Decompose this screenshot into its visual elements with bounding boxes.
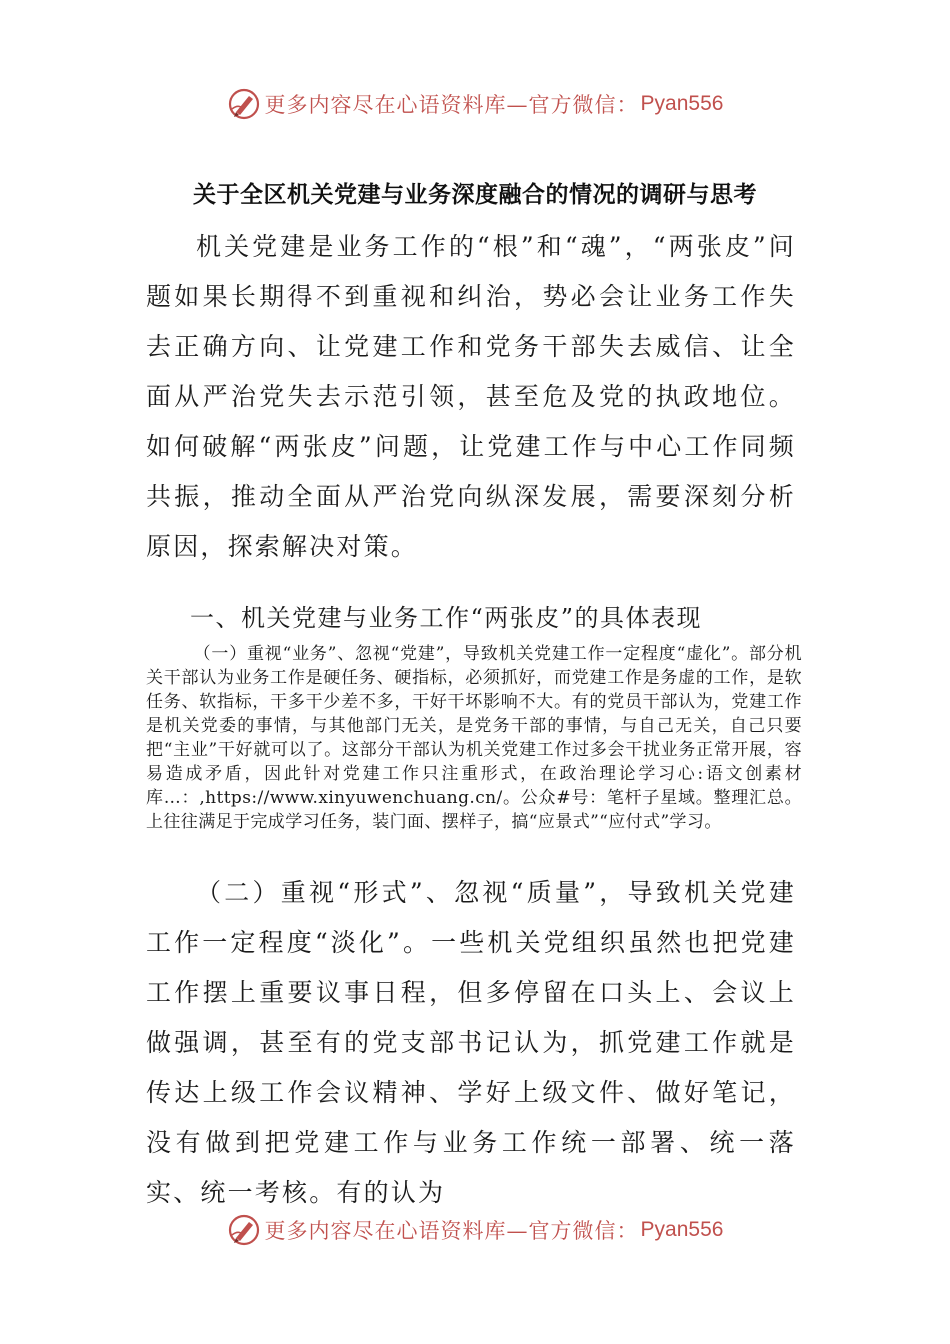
- document-title: 关于全区机关党建与业务深度融合的情况的调研与思考: [193, 182, 757, 208]
- watermark-banner-bottom: [0, 1210, 950, 1250]
- watermark-wechat-id: Pyan556: [640, 92, 724, 115]
- watermark-text: 更多内容尽在心语资料库—官方微信：: [264, 93, 639, 117]
- section-item-2-paragraph: （二）重视“形式”、忽视“质量”，导致机关党建工作一定程度“淡化”。一些机关党组织虽然也把党建工作摆上重要议事日程，但多停留在口头上、会议上做强调，甚至有的党支部书记认为，抓党建工作就是传达上级工作会议精神、学好上级文件、做好笔记，没有做到把党建工作与业务工作统一部署、统一落实、统一考核。有的认为: [146, 878, 796, 1207]
- watermark-text: 更多内容尽在心语资料库—官方微信：: [264, 1219, 639, 1243]
- pen-logo-icon: [227, 1213, 261, 1247]
- section-heading: 一、机关党建与业务工作“两张皮”的具体表现: [190, 604, 703, 632]
- intro-paragraph: 机关党建是业务工作的“根”和“魂”，“两张皮”问题如果长期得不到重视和纠治，势必会让业务工作失去正确方向、让党建工作和党务干部失去威信、让全面从严治党失去示范引领，甚至危及党的执政地位。如何破解“两张皮”问题，让党建工作与中心工作同频共振，推动全面从严治党向纵深发展，需要深刻分析原因，探索解决对策。: [146, 232, 796, 561]
- watermark-banner-top: [0, 84, 950, 124]
- watermark-wechat-id: Pyan556: [640, 1218, 724, 1241]
- pen-logo-icon: [227, 87, 261, 121]
- section-item-1-paragraph: （一）重视“业务”、忽视“党建”，导致机关党建工作一定程度“虚化”。部分机关干部认为业务工作是硬任务、硬指标，必须抓好，而党建工作是务虚的工作，是软任务、软指标，干多干少差不多，干好干坏影响不大。有的党员干部认为，党建工作是机关党委的事情，与其他部门无关，是党务干部的事情，与自己无关，自己只要把“主业”干好就可以了。这部分干部认为机关党建工作过多会干扰业务正常开展，容易造成矛盾，因此针对党建工作只注重形式，在政治理论学习心:语文创素材库…：,https://www.xinyuwenchuang.cn/。公众#号：笔杆子星域。整理汇总。上往往满足于完成学习任务，装门面、摆样子，搞“应景式”“应付式”学习。: [146, 644, 802, 832]
